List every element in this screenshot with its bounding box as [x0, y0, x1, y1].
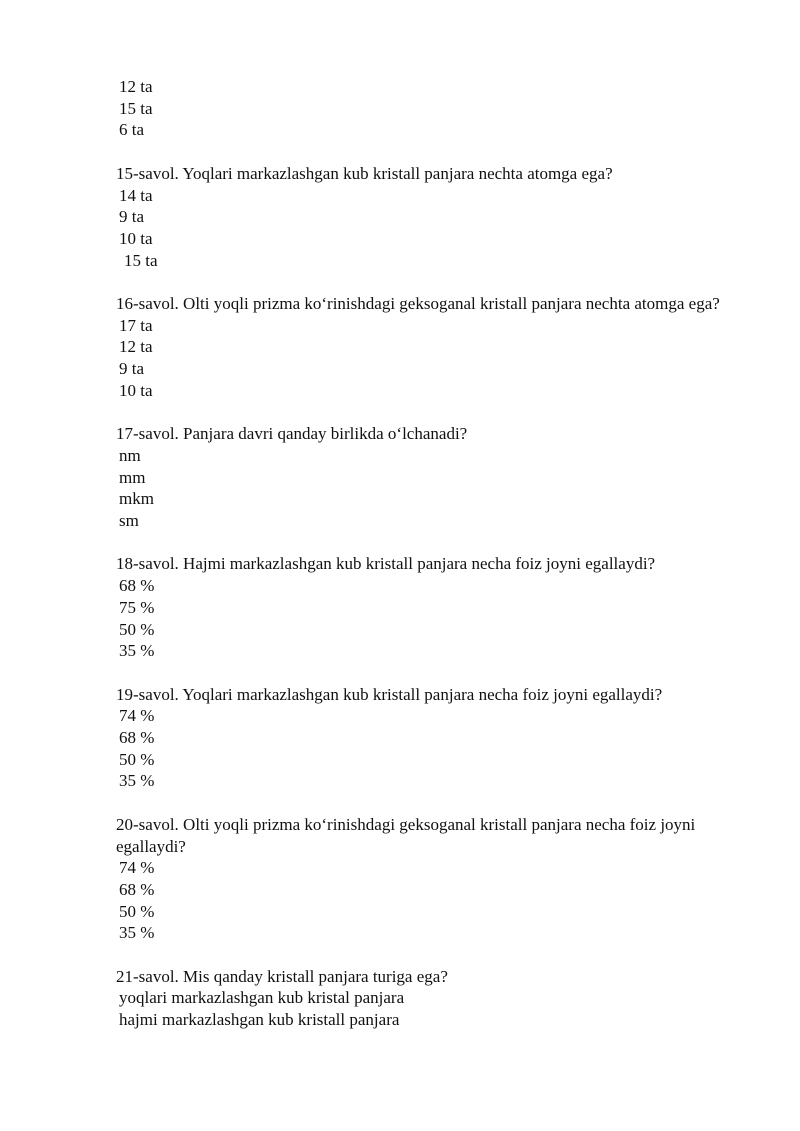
answer-option: nm: [119, 445, 141, 465]
answer-option: 9 ta: [119, 207, 145, 227]
answer-option: mm: [119, 467, 146, 487]
question-text: 18-savol. Hajmi markazlashgan kub kristall panjara necha foiz joyni egallaydi?: [116, 554, 656, 574]
answer-option: yoqlari markazlashgan kub kristal panjara: [119, 988, 405, 1008]
question-17: [116, 423, 736, 532]
answer-option: 35 %: [119, 641, 155, 661]
answer-option: 35 %: [119, 923, 155, 943]
question-text: 20-savol. Olti yoqli prizma ko‘rinishdagi geksoganal kristall panjara necha foiz joyni egallaydi?: [116, 814, 696, 856]
question-19: [116, 684, 736, 793]
answer-option: sm: [119, 511, 139, 531]
question-16: [116, 293, 736, 402]
answer-option: 15 ta: [124, 250, 158, 270]
answer-option: 75 %: [119, 597, 155, 617]
answer-option: 6 ta: [119, 120, 145, 140]
answer-option: 50 %: [119, 901, 155, 921]
answer-option: 12 ta: [119, 337, 153, 357]
answer-option: 10 ta: [119, 228, 153, 248]
page-content: [116, 76, 736, 1031]
question-15: [116, 163, 736, 272]
answer-option: 15 ta: [119, 98, 153, 118]
question-20: [116, 814, 736, 944]
question-text: 16-savol. Olti yoqli prizma ko‘rinishdagi geksoganal kristall panjara nechta atomga ega?: [116, 294, 720, 313]
question-text: 21-savol. Mis qanday kristall panjara turiga ega?: [116, 966, 448, 986]
question-text: 19-savol. Yoqlari markazlashgan kub kristall panjara necha foiz joyni egallaydi?: [116, 684, 663, 704]
answer-option: 17 ta: [119, 315, 153, 335]
answer-option: 10 ta: [119, 380, 153, 400]
answer-option: 74 %: [119, 858, 155, 878]
question-21: [116, 966, 736, 1031]
answer-option: 50 %: [119, 749, 155, 769]
answer-option: 12 ta: [119, 77, 153, 96]
answer-option: 14 ta: [119, 185, 153, 205]
answer-option: 74 %: [119, 706, 155, 726]
question-18: [116, 553, 736, 662]
answer-option: 35 %: [119, 771, 155, 791]
question-text: 17-savol. Panjara davri qanday birlikda o‘lchanadi?: [116, 424, 468, 444]
leading-option-list: [116, 76, 736, 141]
answer-option: 9 ta: [119, 359, 145, 379]
answer-option: 68 %: [119, 879, 155, 899]
answer-option: hajmi markazlashgan kub kristall panjara: [119, 1010, 400, 1030]
answer-option: 68 %: [119, 728, 155, 748]
answer-option: 50 %: [119, 619, 155, 639]
answer-option: mkm: [119, 489, 154, 509]
answer-option: 68 %: [119, 576, 155, 596]
question-text: 15-savol. Yoqlari markazlashgan kub kristall panjara nechta atomga ega?: [116, 163, 613, 183]
